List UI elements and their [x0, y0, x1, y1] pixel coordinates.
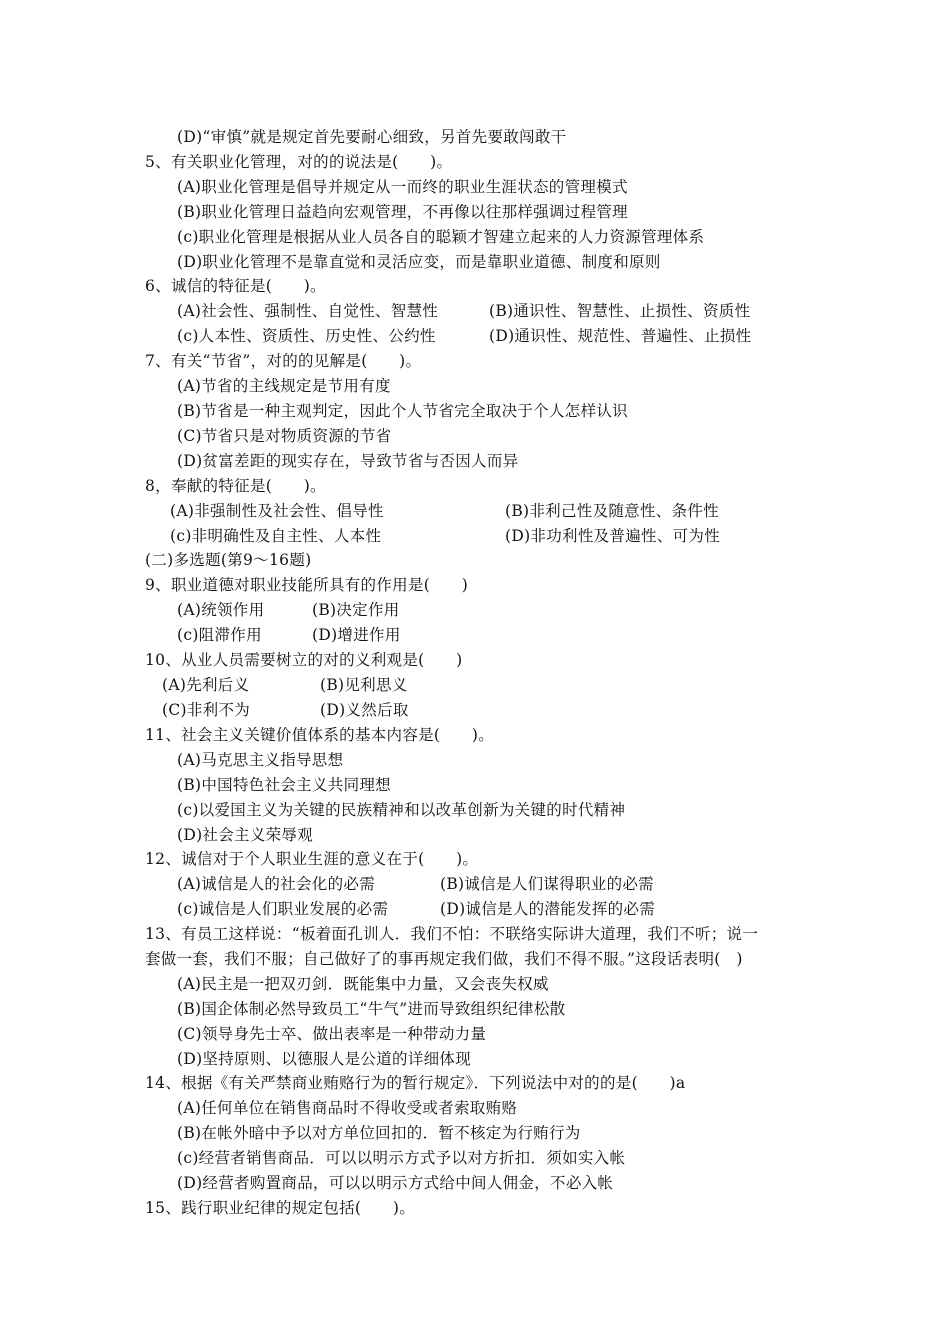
- option-6a: (A)社会性、强制性、自觉性、智慧性: [177, 302, 439, 320]
- option-9a: (A)统领作用: [177, 601, 265, 619]
- option-12d: (D)诚信是人的潜能发挥的必需: [440, 900, 656, 918]
- option-13c: (C)领导身先士卒、做出表率是一种带动力量: [177, 1025, 487, 1043]
- option-13a: (A)民主是一把双刃剑．既能集中力量，又会丧失权威: [177, 975, 549, 993]
- option-14a: (A)任何单位在销售商品时不得收受或者索取贿赂: [177, 1099, 518, 1117]
- option-11a: (A)马克思主义指导思想: [177, 751, 344, 769]
- question-5: 5、有关职业化管理，对的的说法是( )。: [145, 153, 453, 171]
- option-8c: (c)非明确性及自主性、人本性: [170, 527, 382, 545]
- option-10b: (B)见利思义: [320, 676, 408, 694]
- option-7c: (C)节省只是对物质资源的节省: [177, 427, 392, 445]
- option-12b: (B)诚信是人们谋得职业的必需: [440, 875, 654, 893]
- option-10c: (C)非利不为: [162, 701, 251, 719]
- option-6c: (c)人本性、资质性、历史性、公约性: [177, 327, 436, 345]
- question-10: 10、从业人员需要树立的对的义利观是( ): [145, 651, 463, 669]
- option-5b: (B)职业化管理日益趋向宏观管理，不再像以往那样强调过程管理: [177, 203, 628, 221]
- option-14b: (B)在帐外暗中予以对方单位回扣的．暂不核定为行贿行为: [177, 1124, 581, 1142]
- question-7: 7、有关“节省”，对的的见解是( )。: [145, 352, 422, 370]
- option-7d: (D)贫富差距的现实存在，导致节省与否因人而异: [177, 452, 519, 470]
- question-13-line-2: 套做一套，我们不服；自己做好了的事再规定我们做，我们不得不服。”这段话表明( ): [145, 950, 743, 968]
- option-5a: (A)职业化管理是倡导并规定从一而终的职业生涯状态的管理模式: [177, 178, 628, 196]
- question-11: 11、社会主义关键价值体系的基本内容是( )。: [145, 726, 495, 744]
- option-11c: (c)以爱国主义为关键的民族精神和以改革创新为关键的时代精神: [177, 801, 626, 819]
- option-12c: (c)诚信是人们职业发展的必需: [177, 900, 389, 918]
- option-8a: (A)非强制性及社会性、倡导性: [170, 502, 384, 520]
- option-14c: (c)经营者销售商品．可以以明示方式予以对方折扣．须如实入帐: [177, 1149, 626, 1167]
- option-11d: (D)社会主义荣辱观: [177, 826, 314, 844]
- option-4d: (D)“审慎”就是规定首先要耐心细致，另首先要敢闯敢干: [177, 128, 567, 146]
- option-11b: (B)中国特色社会主义共同理想: [177, 776, 391, 794]
- question-15: 15、践行职业纪律的规定包括( )。: [145, 1199, 416, 1217]
- question-12: 12、诚信对于个人职业生涯的意义在于( )。: [145, 850, 479, 868]
- option-12a: (A)诚信是人的社会化的必需: [177, 875, 375, 893]
- section-heading-multiple-choice: (二)多选题(第9～16题): [145, 551, 312, 569]
- question-13-line-1: 13、有员工这样说：“板着面孔训人．我们不怕：不联络实际讲大道理，我们不听；说一: [145, 925, 759, 943]
- option-7b: (B)节省是一种主观判定，因此个人节省完全取决于个人怎样认识: [177, 402, 628, 420]
- option-7a: (A)节省的主线规定是节用有度: [177, 377, 391, 395]
- option-8b: (B)非利己性及随意性、条件性: [505, 502, 719, 520]
- option-10d: (D)义然后取: [320, 701, 409, 719]
- option-5c: (c)职业化管理是根据从业人员各自的聪颖才智建立起来的人力资源管理体系: [177, 228, 705, 246]
- option-6b: (B)通识性、智慧性、止损性、资质性: [489, 302, 751, 320]
- option-6d: (D)通识性、规范性、普遍性、止损性: [489, 327, 752, 345]
- option-13b: (B)国企体制必然导致员工“牛气”进而导致组织纪律松散: [177, 1000, 566, 1018]
- option-10a: (A)先利后义: [162, 676, 250, 694]
- option-8d: (D)非功利性及普遍性、可为性: [505, 527, 721, 545]
- question-14: 14、根据《有关严禁商业贿赂行为的暂行规定》．下列说法中对的的是( )a: [145, 1074, 686, 1092]
- option-5d: (D)职业化管理不是靠直觉和灵活应变，而是靠职业道德、制度和原则: [177, 253, 661, 271]
- option-13d: (D)坚持原则、以德服人是公道的详细体现: [177, 1050, 472, 1068]
- option-9d: (D)增进作用: [312, 626, 401, 644]
- question-8: 8，奉献的特征是( )。: [145, 477, 326, 495]
- option-14d: (D)经营者购置商品，可以以明示方式给中间人佣金，不必入帐: [177, 1174, 614, 1192]
- question-9: 9、职业道德对职业技能所具有的作用是( ): [145, 576, 469, 594]
- option-9b: (B)决定作用: [312, 601, 400, 619]
- question-6: 6、诚信的特征是( )。: [145, 277, 326, 295]
- option-9c: (c)阻滞作用: [177, 626, 262, 644]
